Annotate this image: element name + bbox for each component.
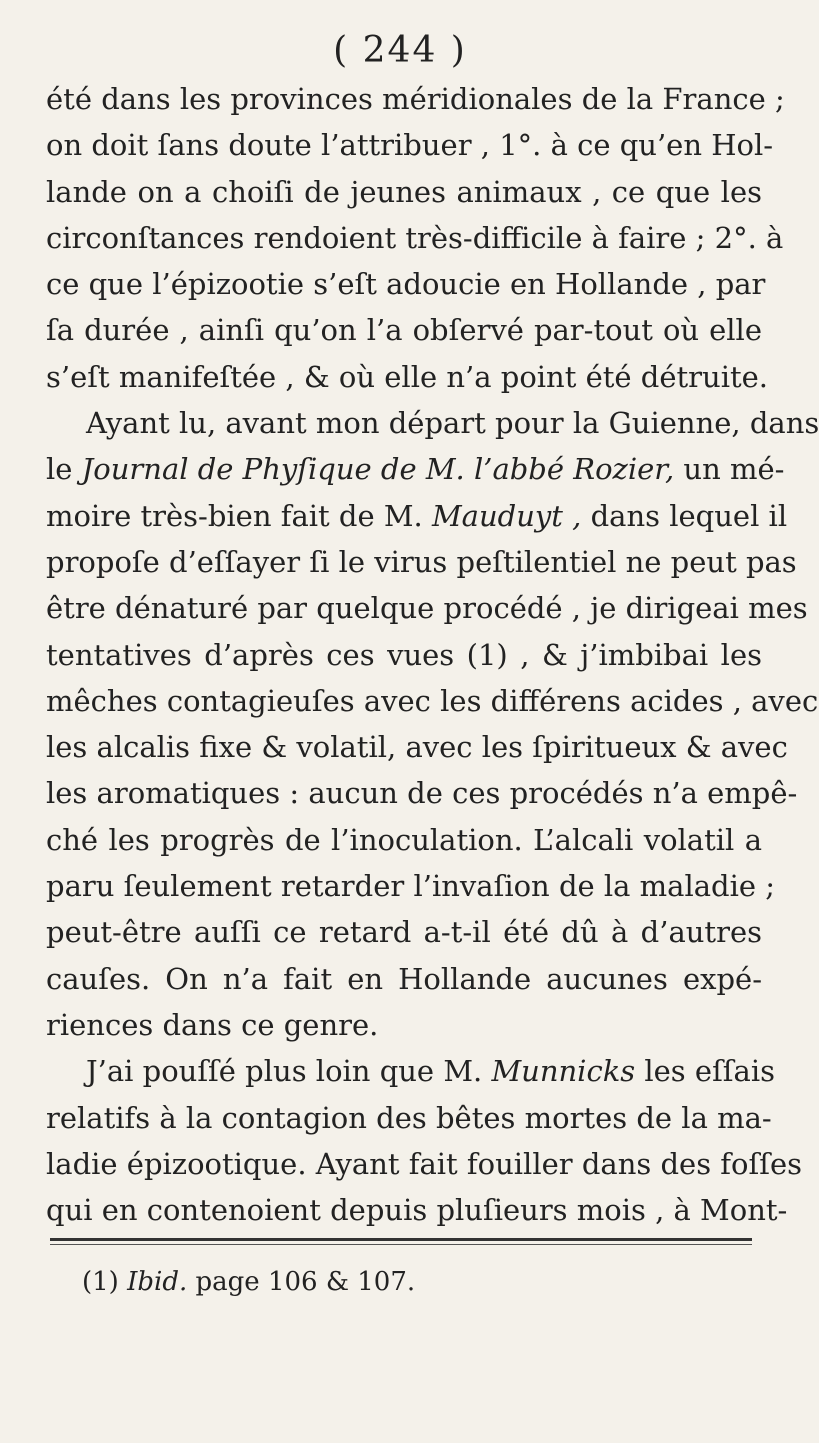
text-line-19: peut-être auſſi ce retard a-t-il été dû à d’autres [46,915,762,950]
text-line-8: Ayant lu, avant mon départ pour la Guienne, dans [86,406,819,441]
text-line-24: ladie épizootique. Ayant fait fouiller dans des foſſes [46,1146,803,1181]
text-line-25: qui en contenoient depuis pluſieurs mois , à Mont- [46,1193,788,1228]
page-number: ( 244 ) [333,30,467,71]
text-line-13: tentatives d’après ces vues (1) , & j’imbibai les [46,637,762,672]
text-line-18: paru ſeulement retarder l’invaſion de la maladie ; [46,869,776,904]
text-line-1: été dans les provinces méridionales de la France ; [46,82,785,116]
text-line-21: riences dans ce genre. [46,1007,379,1042]
footnote-rule-thin [50,1244,752,1245]
text-line-3: lande on a choiſi de jeunes animaux , ce que les [46,174,762,209]
text-line-10: moire très-bien fait de M. Mauduyt , dans lequel il [46,498,788,533]
text-line-4: circonſtances rendoient très-difficile à faire ; 2°. à [46,220,784,255]
text-line-17: ché les progrès de l’inoculation. L’alcali volatil a [46,822,762,857]
text-line-9: le Journal de Phyſique de M. l’abbé Rozier, un mé- [46,452,785,487]
text-line-15: les alcalis fixe & volatil, avec les ſpiritueux & avec [46,730,788,765]
footnote: (1) Ibid. page 106 & 107. [82,1267,416,1297]
text-line-23: relatifs à la contagion des bêtes mortes de la ma- [46,1100,772,1135]
text-line-2: on doit ſans doute l’attribuer , 1°. à ce qu’en Hol- [46,128,774,163]
body-text [46,76,819,1233]
footnote-rule [50,1238,752,1241]
text-line-16: les aromatiques : aucun de ces procédés n’a empê- [46,776,798,811]
text-line-20: cauſes. On n’a fait en Hollande aucunes expé- [46,961,762,996]
text-line-22: J’ai pouſſé plus loin que M. Munnicks les eſſais [86,1054,775,1089]
text-line-7: s’eſt manifeſtée , & où elle n’a point été détruite. [46,359,769,394]
text-line-6: ſa durée , ainſi qu’on l’a obſervé par-tout où elle [46,313,762,348]
text-line-5: ce que l’épizootie s’eſt adoucie en Hollande , par [46,267,766,302]
text-line-14: mêches contagieuſes avec les différens acides , avec [46,683,819,718]
text-line-12: être dénaturé par quelque procédé , je dirigeai mes [46,591,808,626]
text-line-11: propoſe d’eſſayer ſi le virus peſtilentiel ne peut pas [46,544,797,579]
